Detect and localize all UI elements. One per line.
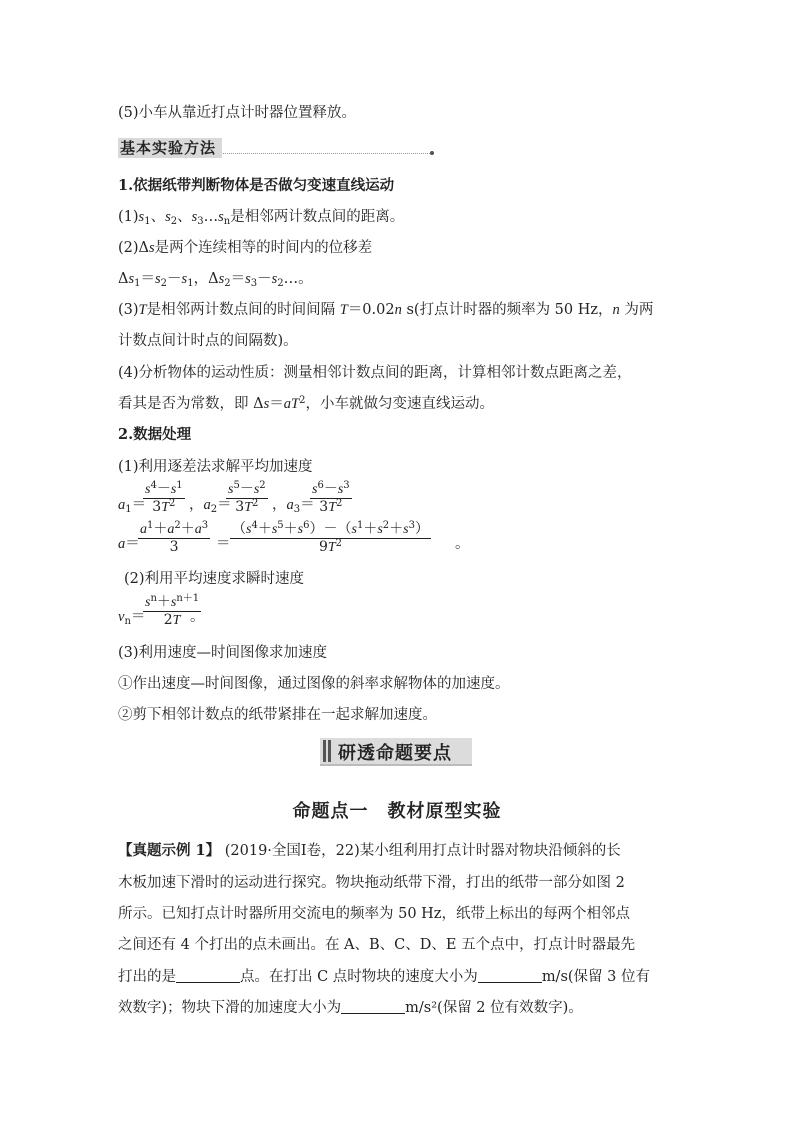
frac-a3: $\frac{s^6-s^3}{3T^2}$ <box>312 480 350 515</box>
banner <box>320 738 472 766</box>
example-line-5: 打出的是 点。在打出 C 点时物块的速度大小为 m/s(保留 3 位有 <box>118 969 650 985</box>
topic-heading: 命题点一 教材原型实验 <box>292 801 502 822</box>
example-label: 【真题示例 1】 <box>118 842 221 859</box>
frac-a-total: $\frac{(s^4+s^5+s^6)-(s^1+s^2+s^3)}{9T^2}$ <box>232 520 429 555</box>
frac-vn: $\frac{s^n+s^{n+1}}{2T}$ <box>145 593 200 628</box>
line-2-4: ①作出速度—时间图像，通过图像的斜率求解物体的加速度。 <box>118 676 510 692</box>
line-1-7: 看其是否为常数，即 $\Delta s=aT^2$，小车就做匀变速直线运动。 <box>118 395 494 412</box>
section-dot <box>430 151 434 155</box>
section-title: 基本实验方法 <box>118 138 222 158</box>
example-line-2: 木板加速下滑时的运动进行探究。物块拖动纸带下滑，打出的纸带一部分如图 2 <box>118 875 625 891</box>
line-1-6: (4)分析物体的运动性质：测量相邻计数点间的距离，计算相邻计数点距离之差， <box>118 365 632 381</box>
line-1-5: 计数点间计时点的间隔数)。 <box>118 333 298 349</box>
line-1-1: $(1)s_1$、$s_2$、$s_3\dots s_n$是相邻两计数点间的距离。 <box>118 209 405 227</box>
banner-bars-icon <box>323 740 333 766</box>
frac-a-sum: $\frac{a^1+a^2+a^3}{3}$ <box>140 520 209 555</box>
frac-a1: $\frac{s^4-s^1}{3T^2}$ <box>145 480 183 515</box>
line-1-3: $\Delta s_1=s_2-s_1$，$\Delta s_2=s_3-s_2\dots$。 <box>118 271 313 289</box>
line-2-2: (2)利用平均速度求瞬时速度 <box>124 571 305 587</box>
example-line-6: 效数字)；物块下滑的加速度大小为 m/s²(保留 2 位有效数字)。 <box>118 1000 583 1016</box>
line-2-1: (1)利用逐差法求解平均加速度 <box>118 459 313 475</box>
frac-a2: $\frac{s^5-s^2}{3T^2}$ <box>228 480 266 515</box>
step-5: (5)小车从靠近打点计时器位置释放。 <box>118 105 357 121</box>
line-1-4: (3)T是相邻两计数点间的时间间隔 T＝0.02n s(打点计时器的频率为 50 Hz，n 为两 <box>118 302 654 318</box>
example-line-3: 所示。已知打点计时器所用交流电的频率为 50 Hz，纸带上标出的每两个相邻点 <box>118 906 630 922</box>
banner-title: 研透命题要点 <box>338 743 452 764</box>
subsection-title-2: 2.数据处理 <box>118 426 192 443</box>
section-header <box>118 140 434 156</box>
answer-blank-1[interactable] <box>176 968 240 983</box>
line-2-3: (3)利用速度—时间图像求加速度 <box>118 645 328 661</box>
line-1-2: (2)Δs是两个连续相等的时间内的位移差 <box>118 240 373 256</box>
answer-blank-3[interactable] <box>341 999 405 1014</box>
example-line-4: 之间还有 4 个打出的点未画出。在 A、B、C、D、E 五个点中，打点计时器最先 <box>118 937 636 953</box>
subsection-title-1: 1.依据纸带判断物体是否做匀变速直线运动 <box>118 177 395 194</box>
answer-blank-2[interactable] <box>478 968 542 983</box>
line-2-5: ②剪下相邻计数点的纸带紧排在一起求解加速度。 <box>118 707 437 723</box>
example-line-1: 【真题示例 1】 (2019·全国Ⅰ卷，22)某小组利用打点计时器对物块沿倾斜的长 <box>118 842 621 859</box>
